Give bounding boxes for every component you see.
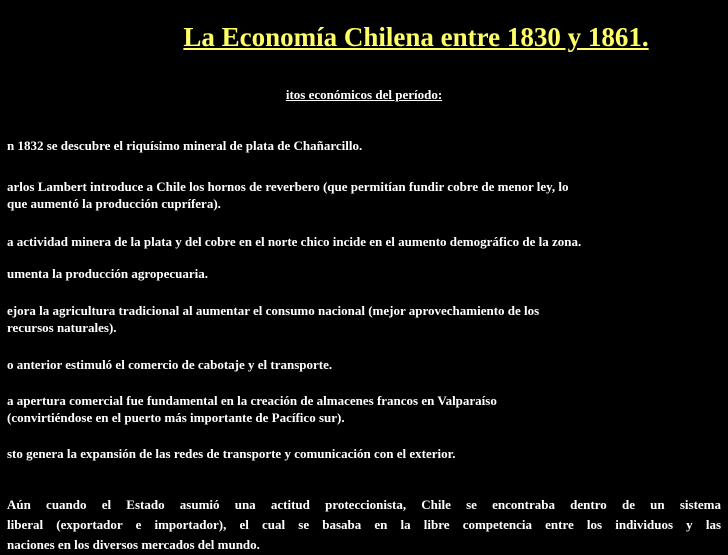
- paragraph-1: [7, 137, 723, 154]
- final-line: liberal (exportador e importador), el cual se basaba en la libre competencia entre los individuos y las: [7, 517, 721, 532]
- paragraph-line: o anterior estimuló el comercio de cabotaje y el transporte.: [7, 357, 333, 372]
- final-paragraph: [7, 495, 721, 555]
- paragraph-3: [7, 233, 723, 250]
- paragraph-line: a apertura comercial fue fundamental en la creación de almacenes francos en Valparaíso: [7, 393, 497, 408]
- slide-subtitle: itos económicos del período:: [285, 87, 443, 102]
- paragraph-line: ejora la agricultura tradicional al aumentar el consumo nacional (mejor aprovechamiento de los: [7, 303, 540, 318]
- paragraph-line: arlos Lambert introduce a Chile los hornos de reverbero (que permitían fundir cobre de menor ley, lo: [7, 179, 569, 194]
- slide-title: La Economía Chilena entre 1830 y 1861.: [183, 22, 649, 52]
- paragraph-line: umenta la producción agropecuaria.: [7, 266, 209, 281]
- paragraph-2: [7, 178, 723, 212]
- paragraph-6: [7, 356, 723, 373]
- paragraph-7: [7, 392, 723, 426]
- final-line: Aún cuando el Estado asumió una actitud proteccionista, Chile se encontraba dentro de un sistema: [7, 497, 721, 512]
- paragraph-line: sto genera la expansión de las redes de transporte y comunicación con el exterior.: [7, 446, 456, 461]
- paragraph-5: [7, 302, 723, 336]
- final-line: naciones en los diversos mercados del mundo.: [7, 537, 260, 552]
- paragraph-4: [7, 265, 723, 282]
- paragraph-line: recursos naturales).: [7, 320, 117, 335]
- paragraph-line: n 1832 se descubre el riquísimo mineral de plata de Chañarcillo.: [7, 138, 363, 153]
- paragraph-line: que aumentó la producción cuprífera).: [7, 196, 221, 211]
- paragraph-line: (convirtiéndose en el puerto más importante de Pacífico sur).: [7, 410, 345, 425]
- paragraph-line: a actividad minera de la plata y del cobre en el norte chico incide en el aumento demográfico de la zona.: [7, 234, 582, 249]
- paragraph-8: [7, 445, 723, 462]
